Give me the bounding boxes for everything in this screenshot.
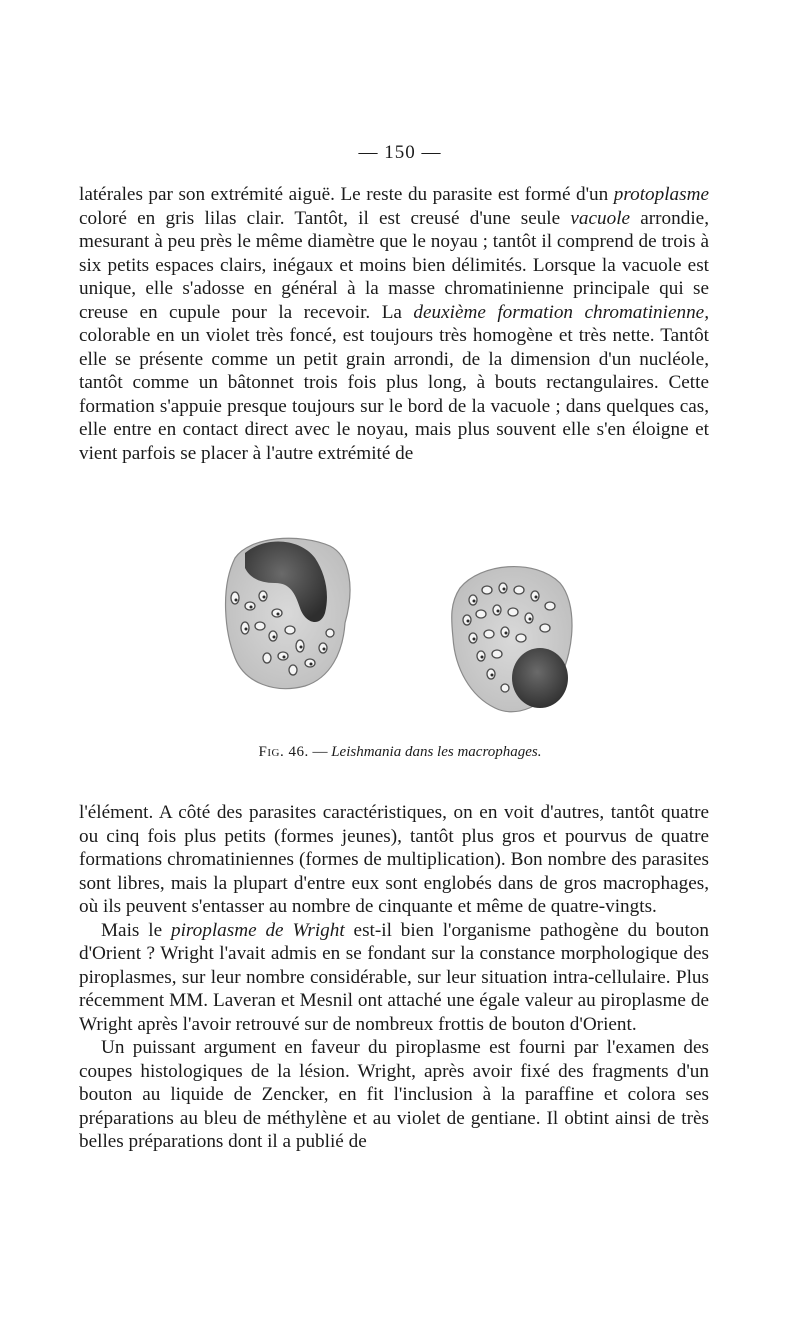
figure-caption — [0, 744, 800, 761]
right-macrophage — [452, 567, 572, 712]
left-macrophage — [226, 538, 350, 688]
figure-illustration — [205, 528, 600, 733]
paragraph: Un puissant argument en faveur du piroplasme est fourni par l'examen des coupes histologiques de la lésion. Wright, après avoir fixé des fragments d'un bouton au liquide de Zencker, en fit l'inclusion à la paraffine et colora ses préparations au bleu de méthylène et au violet de gentiane. Il obtint ainsi de très belles préparations dont il a publié de — [79, 1037, 709, 1152]
page-number: — 150 — — [358, 142, 442, 163]
paragraph: Mais le piroplasme de Wright est-il bien l'organisme pathogène du bouton d'Orient ? Wright l'avait admis en se fondant sur la constance morphologique des piroplasmes, sur leur nombre considérable, sur leur situation intra-cellulaire. Plus récemment MM. Laveran et Mesnil ont attaché une égale valeur au piroplasme de Wright après l'avoir retrouvé sur de nombreux frottis de bouton d'Orient. — [79, 919, 709, 1035]
figure-label: Fig. 46. — [258, 744, 309, 760]
macrophage-drawing — [205, 528, 600, 733]
caption-dash: — — [308, 744, 332, 760]
paragraph: latérales par son extrémité aiguë. Le reste du parasite est formé d'un protoplasme coloré en gris lilas clair. Tantôt, il est creusé d'une seule vacuole arrondie, mesurant à peu près le même diamètre que le noyau ; tantôt il comprend de trois à six petits espaces clairs, inégaux et moins bien délimités. Lorsque la vacuole est unique, elle s'adosse en général à la masse chromatinienne principale qui se creuse en cupule pour la recevoir. La deuxième formation chromatinienne, colorable en un violet très foncé, est toujours très homogène et très nette. Tantôt elle se présente comme un petit grain arrondi, de la dimension d'un nucléole, tantôt comme un bâtonnet trois fois plus long, à bouts rectangulaires. Cette formation s'appuie presque toujours sur le bord de la vacuole ; dans quelques cas, elle entre en contact direct avec le noyau, mais plus souvent elle s'en éloigne et vient parfois se placer à l'autre extrémité de — [79, 184, 709, 464]
body-text-top — [79, 183, 709, 465]
figure-title: Leishmania dans les macrophages. — [331, 744, 542, 760]
paragraph: l'élément. A côté des parasites caractéristiques, on en voit d'autres, tantôt quatre ou cinq fois plus petits (formes jeunes), tantôt plus gros et pourvus de quatre formations chromatiniennes (formes de multiplication). Bon nombre des parasites sont libres, mais la plupart d'entre eux sont englobés dans de gros macrophages, où ils peuvent s'entasser au nombre de cinquante et même de quatre-vingts. — [79, 802, 709, 917]
body-text-bottom — [79, 801, 709, 1154]
